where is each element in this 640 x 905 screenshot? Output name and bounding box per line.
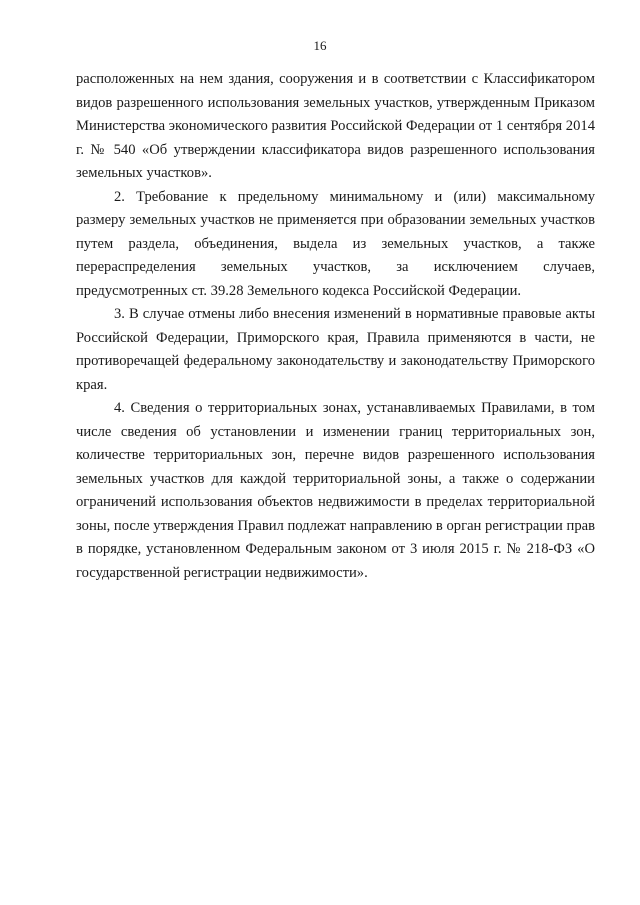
paragraph-1-continuation: расположенных на нем здания, сооружения и в соответствии с Классификатором видов разрешенного использования земельных участков, утвержденным Приказом Министерства экономического развития Российской Федерации от 1 сентября 2014 г. № 540 «Об утверждении классификатора видов разрешенного использования земельных участков». <box>76 71 595 181</box>
paragraph-4-territorial-zones-information: 4. Сведения о территориальных зонах, устанавливаемых Правилами, в том числе сведения об установлении и изменении границ территориальных зон, количестве территориальных зон, перечне видов разрешенного использования земельных участков для каждой территориальной зоны, а также о содержании ограничений использования объектов недвижимости в пределах территориальной зоны, после утверждения Правил подлежат направлению в орган регистрации прав в порядке, установленном Федеральным законом от 3 июля 2015 г. № 218-ФЗ «О государственной регистрации недвижимости». <box>76 400 595 581</box>
paragraph-2-land-plot-size-requirement: 2. Требование к предельному минимальному и (или) максимальному размеру земельных участков не применяется при образовании земельных участков путем раздела, объединения, выдела из земельных участков, а также перераспределения земельных участков, за исключением случаев, предусмотренных ст. 39.28 Земельного кодекса Российской Федерации. <box>76 188 595 299</box>
page-number: 16 <box>313 38 327 53</box>
document-body <box>76 68 595 585</box>
paragraph-3-legislation-changes: 3. В случае отмены либо внесения изменений в нормативные правовые акты Российской Федерации, Приморского края, Правила применяются в части, не противоречащей федеральному законодательству и законодательству Приморского края. <box>76 306 595 393</box>
